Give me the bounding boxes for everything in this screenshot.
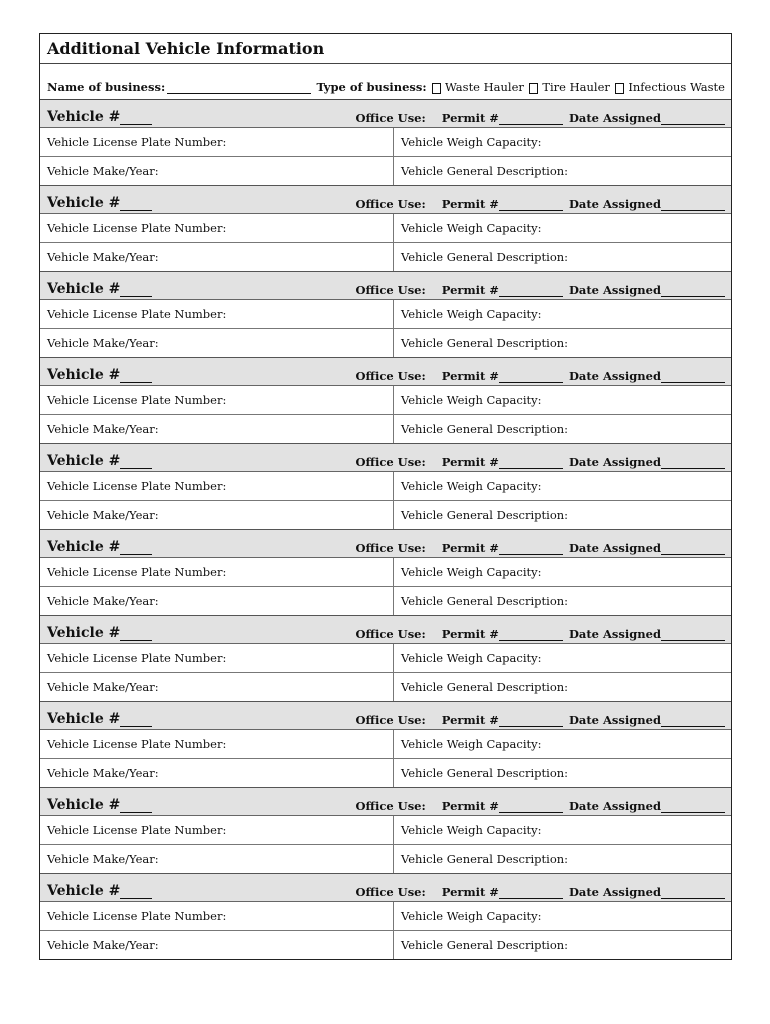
weigh-capacity-field[interactable]: [394, 644, 731, 672]
form-title: Additional Vehicle Information: [47, 39, 325, 58]
vehicle-block: [40, 874, 731, 959]
weigh-capacity-label: Vehicle Weigh Capacity:: [401, 306, 542, 321]
general-description-field[interactable]: [394, 329, 731, 358]
permit-label: Permit #: [441, 713, 499, 727]
make-year-label: Vehicle Make/Year:: [47, 335, 159, 350]
vehicle-number-label: Vehicle #: [47, 883, 121, 899]
vehicle-row: [40, 558, 731, 587]
tire-hauler-label: Tire Hauler: [542, 80, 610, 94]
license-plate-label: Vehicle License Plate Number:: [47, 822, 227, 837]
date-assigned-field[interactable]: [661, 630, 725, 641]
license-plate-field[interactable]: [40, 300, 394, 328]
make-year-label: Vehicle Make/Year:: [47, 507, 159, 522]
permit-field[interactable]: [499, 286, 563, 297]
vehicle-block: [40, 186, 731, 272]
vehicle-row: [40, 300, 731, 329]
weigh-capacity-field[interactable]: [394, 902, 731, 930]
license-plate-field[interactable]: [40, 386, 394, 414]
permit-label: Permit #: [441, 111, 499, 125]
infectious-waste-label: Infectious Waste: [628, 80, 725, 94]
general-description-label: Vehicle General Description:: [401, 249, 569, 264]
weigh-capacity-field[interactable]: [394, 300, 731, 328]
weigh-capacity-field[interactable]: [394, 386, 731, 414]
general-description-field[interactable]: [394, 415, 731, 444]
make-year-field[interactable]: [40, 759, 394, 788]
general-description-label: Vehicle General Description:: [401, 765, 569, 780]
waste-hauler-checkbox[interactable]: [432, 83, 441, 94]
weigh-capacity-field[interactable]: [394, 472, 731, 500]
permit-field[interactable]: [499, 888, 563, 899]
vehicle-number-label: Vehicle #: [47, 453, 121, 469]
office-use-label: Office Use:: [355, 541, 426, 555]
permit-field[interactable]: [499, 630, 563, 641]
office-use-label: Office Use:: [355, 111, 426, 125]
vehicle-number-field[interactable]: [120, 886, 152, 899]
vehicle-row: [40, 501, 731, 530]
license-plate-label: Vehicle License Plate Number:: [47, 564, 227, 579]
vehicle-number-field[interactable]: [120, 198, 152, 211]
weigh-capacity-label: Vehicle Weigh Capacity:: [401, 134, 542, 149]
vehicle-block: [40, 788, 731, 874]
vehicle-block: [40, 100, 731, 186]
license-plate-field[interactable]: [40, 128, 394, 156]
general-description-field[interactable]: [394, 845, 731, 874]
make-year-field[interactable]: [40, 501, 394, 530]
make-year-label: Vehicle Make/Year:: [47, 249, 159, 264]
make-year-label: Vehicle Make/Year:: [47, 851, 159, 866]
weigh-capacity-field[interactable]: [394, 128, 731, 156]
vehicle-number-field[interactable]: [120, 112, 152, 125]
vehicle-number-label: Vehicle #: [47, 711, 121, 727]
business-type-label: Type of business:: [316, 80, 427, 94]
permit-label: Permit #: [441, 799, 499, 813]
permit-label: Permit #: [441, 455, 499, 469]
general-description-field[interactable]: [394, 157, 731, 186]
vehicle-number-field[interactable]: [120, 370, 152, 383]
vehicle-number-field[interactable]: [120, 284, 152, 297]
vehicle-row: [40, 157, 731, 186]
general-description-label: Vehicle General Description:: [401, 507, 569, 522]
weigh-capacity-label: Vehicle Weigh Capacity:: [401, 478, 542, 493]
general-description-field[interactable]: [394, 931, 731, 960]
vehicle-number-label: Vehicle #: [47, 195, 121, 211]
license-plate-label: Vehicle License Plate Number:: [47, 392, 227, 407]
waste-hauler-label: Waste Hauler: [444, 80, 524, 94]
license-plate-label: Vehicle License Plate Number:: [47, 650, 227, 665]
vehicle-number-label: Vehicle #: [47, 109, 121, 125]
vehicle-list: [40, 100, 731, 959]
general-description-label: Vehicle General Description:: [401, 421, 569, 436]
permit-field[interactable]: [499, 372, 563, 383]
weigh-capacity-field[interactable]: [394, 214, 731, 242]
weigh-capacity-label: Vehicle Weigh Capacity:: [401, 736, 542, 751]
permit-label: Permit #: [441, 197, 499, 211]
make-year-label: Vehicle Make/Year:: [47, 163, 159, 178]
license-plate-label: Vehicle License Plate Number:: [47, 306, 227, 321]
business-name-label: Name of business:: [47, 80, 166, 94]
vehicle-header: [40, 702, 731, 730]
date-assigned-field[interactable]: [661, 544, 725, 555]
permit-field[interactable]: [499, 458, 563, 469]
vehicle-header: [40, 616, 731, 644]
office-use-label: Office Use:: [355, 713, 426, 727]
business-name-field[interactable]: [167, 83, 310, 94]
date-assigned-label: Date Assigned: [568, 111, 661, 125]
permit-field[interactable]: [499, 544, 563, 555]
permit-label: Permit #: [441, 369, 499, 383]
license-plate-field[interactable]: [40, 472, 394, 500]
office-use-label: Office Use:: [355, 885, 426, 899]
general-description-label: Vehicle General Description:: [401, 937, 569, 952]
weigh-capacity-label: Vehicle Weigh Capacity:: [401, 564, 542, 579]
vehicle-block: [40, 272, 731, 358]
make-year-field[interactable]: [40, 587, 394, 616]
vehicle-block: [40, 358, 731, 444]
vehicle-row: [40, 329, 731, 358]
make-year-field[interactable]: [40, 243, 394, 272]
vehicle-row: [40, 415, 731, 444]
date-assigned-label: Date Assigned: [568, 455, 661, 469]
make-year-label: Vehicle Make/Year:: [47, 937, 159, 952]
vehicle-number-label: Vehicle #: [47, 367, 121, 383]
weigh-capacity-label: Vehicle Weigh Capacity:: [401, 822, 542, 837]
vehicle-row: [40, 730, 731, 759]
date-assigned-field[interactable]: [661, 114, 725, 125]
vehicle-number-label: Vehicle #: [47, 539, 121, 555]
general-description-label: Vehicle General Description:: [401, 335, 569, 350]
permit-label: Permit #: [441, 283, 499, 297]
permit-field[interactable]: [499, 114, 563, 125]
vehicle-row: [40, 673, 731, 702]
vehicle-header: [40, 530, 731, 558]
office-use-label: Office Use:: [355, 455, 426, 469]
date-assigned-field[interactable]: [661, 200, 725, 211]
weigh-capacity-field[interactable]: [394, 816, 731, 844]
vehicle-information-form: [39, 33, 732, 960]
date-assigned-label: Date Assigned: [568, 799, 661, 813]
weigh-capacity-label: Vehicle Weigh Capacity:: [401, 220, 542, 235]
vehicle-row: [40, 845, 731, 874]
general-description-field[interactable]: [394, 243, 731, 272]
general-description-field[interactable]: [394, 759, 731, 788]
vehicle-number-field[interactable]: [120, 456, 152, 469]
date-assigned-field[interactable]: [661, 802, 725, 813]
make-year-field[interactable]: [40, 931, 394, 960]
office-use-label: Office Use:: [355, 799, 426, 813]
vehicle-block: [40, 444, 731, 530]
license-plate-label: Vehicle License Plate Number:: [47, 908, 227, 923]
vehicle-number-label: Vehicle #: [47, 797, 121, 813]
license-plate-field[interactable]: [40, 214, 394, 242]
permit-field[interactable]: [499, 716, 563, 727]
business-row: [40, 64, 731, 100]
vehicle-row: [40, 644, 731, 673]
make-year-field[interactable]: [40, 673, 394, 702]
permit-label: Permit #: [441, 541, 499, 555]
date-assigned-field[interactable]: [661, 372, 725, 383]
general-description-label: Vehicle General Description:: [401, 851, 569, 866]
weigh-capacity-field[interactable]: [394, 558, 731, 586]
make-year-label: Vehicle Make/Year:: [47, 593, 159, 608]
vehicle-header: [40, 100, 731, 128]
make-year-label: Vehicle Make/Year:: [47, 765, 159, 780]
title-row: [40, 34, 731, 64]
make-year-field[interactable]: [40, 415, 394, 444]
office-use-label: Office Use:: [355, 369, 426, 383]
office-use-label: Office Use:: [355, 283, 426, 297]
vehicle-number-label: Vehicle #: [47, 625, 121, 641]
general-description-field[interactable]: [394, 673, 731, 702]
vehicle-header: [40, 272, 731, 300]
vehicle-block: [40, 530, 731, 616]
vehicle-block: [40, 702, 731, 788]
date-assigned-field[interactable]: [661, 286, 725, 297]
make-year-field[interactable]: [40, 845, 394, 874]
date-assigned-label: Date Assigned: [568, 283, 661, 297]
vehicle-row: [40, 386, 731, 415]
date-assigned-label: Date Assigned: [568, 369, 661, 383]
vehicle-header: [40, 788, 731, 816]
infectious-waste-checkbox[interactable]: [615, 83, 624, 94]
office-use-label: Office Use:: [355, 627, 426, 641]
vehicle-row: [40, 243, 731, 272]
vehicle-header: [40, 874, 731, 902]
vehicle-row: [40, 214, 731, 243]
license-plate-label: Vehicle License Plate Number:: [47, 478, 227, 493]
general-description-label: Vehicle General Description:: [401, 163, 569, 178]
vehicle-number-label: Vehicle #: [47, 281, 121, 297]
date-assigned-label: Date Assigned: [568, 713, 661, 727]
weigh-capacity-field[interactable]: [394, 730, 731, 758]
permit-label: Permit #: [441, 627, 499, 641]
license-plate-field[interactable]: [40, 902, 394, 930]
general-description-field[interactable]: [394, 587, 731, 616]
license-plate-field[interactable]: [40, 730, 394, 758]
license-plate-field[interactable]: [40, 816, 394, 844]
weigh-capacity-label: Vehicle Weigh Capacity:: [401, 650, 542, 665]
vehicle-row: [40, 128, 731, 157]
date-assigned-field[interactable]: [661, 888, 725, 899]
vehicle-header: [40, 186, 731, 214]
make-year-label: Vehicle Make/Year:: [47, 421, 159, 436]
date-assigned-label: Date Assigned: [568, 627, 661, 641]
weigh-capacity-label: Vehicle Weigh Capacity:: [401, 908, 542, 923]
vehicle-row: [40, 759, 731, 788]
vehicle-row: [40, 816, 731, 845]
vehicle-number-field[interactable]: [120, 800, 152, 813]
general-description-field[interactable]: [394, 501, 731, 530]
vehicle-row: [40, 587, 731, 616]
vehicle-number-field[interactable]: [120, 542, 152, 555]
permit-label: Permit #: [441, 885, 499, 899]
license-plate-field[interactable]: [40, 558, 394, 586]
vehicle-header: [40, 358, 731, 386]
license-plate-label: Vehicle License Plate Number:: [47, 220, 227, 235]
weigh-capacity-label: Vehicle Weigh Capacity:: [401, 392, 542, 407]
license-plate-field[interactable]: [40, 644, 394, 672]
make-year-field[interactable]: [40, 329, 394, 358]
permit-field[interactable]: [499, 802, 563, 813]
vehicle-block: [40, 616, 731, 702]
permit-field[interactable]: [499, 200, 563, 211]
date-assigned-field[interactable]: [661, 716, 725, 727]
date-assigned-field[interactable]: [661, 458, 725, 469]
general-description-label: Vehicle General Description:: [401, 679, 569, 694]
vehicle-row: [40, 931, 731, 960]
office-use-label: Office Use:: [355, 197, 426, 211]
date-assigned-label: Date Assigned: [568, 885, 661, 899]
tire-hauler-checkbox[interactable]: [529, 83, 538, 94]
vehicle-row: [40, 472, 731, 501]
vehicle-number-field[interactable]: [120, 714, 152, 727]
license-plate-label: Vehicle License Plate Number:: [47, 134, 227, 149]
make-year-label: Vehicle Make/Year:: [47, 679, 159, 694]
date-assigned-label: Date Assigned: [568, 541, 661, 555]
vehicle-header: [40, 444, 731, 472]
date-assigned-label: Date Assigned: [568, 197, 661, 211]
vehicle-number-field[interactable]: [120, 628, 152, 641]
license-plate-label: Vehicle License Plate Number:: [47, 736, 227, 751]
general-description-label: Vehicle General Description:: [401, 593, 569, 608]
make-year-field[interactable]: [40, 157, 394, 186]
vehicle-row: [40, 902, 731, 931]
